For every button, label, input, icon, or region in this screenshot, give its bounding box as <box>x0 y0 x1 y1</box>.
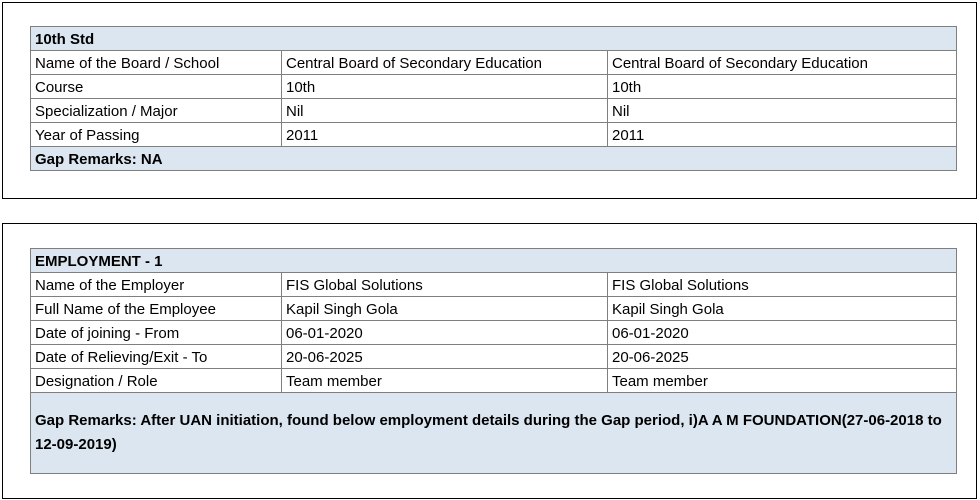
table-row <box>31 273 957 297</box>
row-value-2: 06-01-2020 <box>608 321 957 345</box>
row-value-1: 10th <box>282 75 608 99</box>
table-row <box>31 99 957 123</box>
table-row <box>31 123 957 147</box>
table-row <box>31 369 957 393</box>
education-gap-row <box>31 147 957 171</box>
row-value-1: Nil <box>282 99 608 123</box>
table-row <box>31 75 957 99</box>
row-value-1: Kapil Singh Gola <box>282 297 608 321</box>
row-label: Name of the Board / School <box>31 51 282 75</box>
row-value-1: Team member <box>282 369 608 393</box>
row-label: Full Name of the Employee <box>31 297 282 321</box>
employment-gap-row <box>31 393 957 474</box>
row-label: Year of Passing <box>31 123 282 147</box>
row-value-2: 20-06-2025 <box>608 345 957 369</box>
table-row <box>31 321 957 345</box>
employment-header-row <box>31 249 957 273</box>
table-row <box>31 51 957 75</box>
row-value-1: 2011 <box>282 123 608 147</box>
row-label: Designation / Role <box>31 369 282 393</box>
education-gap-remarks: Gap Remarks: NA <box>31 147 957 171</box>
row-value-1: FIS Global Solutions <box>282 273 608 297</box>
row-value-2: Central Board of Secondary Education <box>608 51 957 75</box>
row-value-2: Nil <box>608 99 957 123</box>
row-label: Name of the Employer <box>31 273 282 297</box>
row-value-2: FIS Global Solutions <box>608 273 957 297</box>
education-header-row <box>31 27 957 51</box>
employment-gap-remarks: Gap Remarks: After UAN initiation, found below employment details during the Gap period, i)A A M FOUNDATION(27-06-2018 to 12-09-2019) <box>31 393 957 474</box>
education-title: 10th Std <box>31 27 957 51</box>
row-label: Date of Relieving/Exit - To <box>31 345 282 369</box>
row-value-2: Kapil Singh Gola <box>608 297 957 321</box>
employment-panel <box>2 223 977 499</box>
row-value-1: Central Board of Secondary Education <box>282 51 608 75</box>
employment-table <box>30 248 957 474</box>
table-row <box>31 297 957 321</box>
row-label: Date of joining - From <box>31 321 282 345</box>
education-panel <box>2 2 977 199</box>
row-label: Specialization / Major <box>31 99 282 123</box>
employment-title: EMPLOYMENT - 1 <box>31 249 957 273</box>
row-value-2: 10th <box>608 75 957 99</box>
row-value-1: 20-06-2025 <box>282 345 608 369</box>
row-value-2: Team member <box>608 369 957 393</box>
row-value-2: 2011 <box>608 123 957 147</box>
education-table <box>30 26 957 171</box>
table-row <box>31 345 957 369</box>
row-label: Course <box>31 75 282 99</box>
row-value-1: 06-01-2020 <box>282 321 608 345</box>
